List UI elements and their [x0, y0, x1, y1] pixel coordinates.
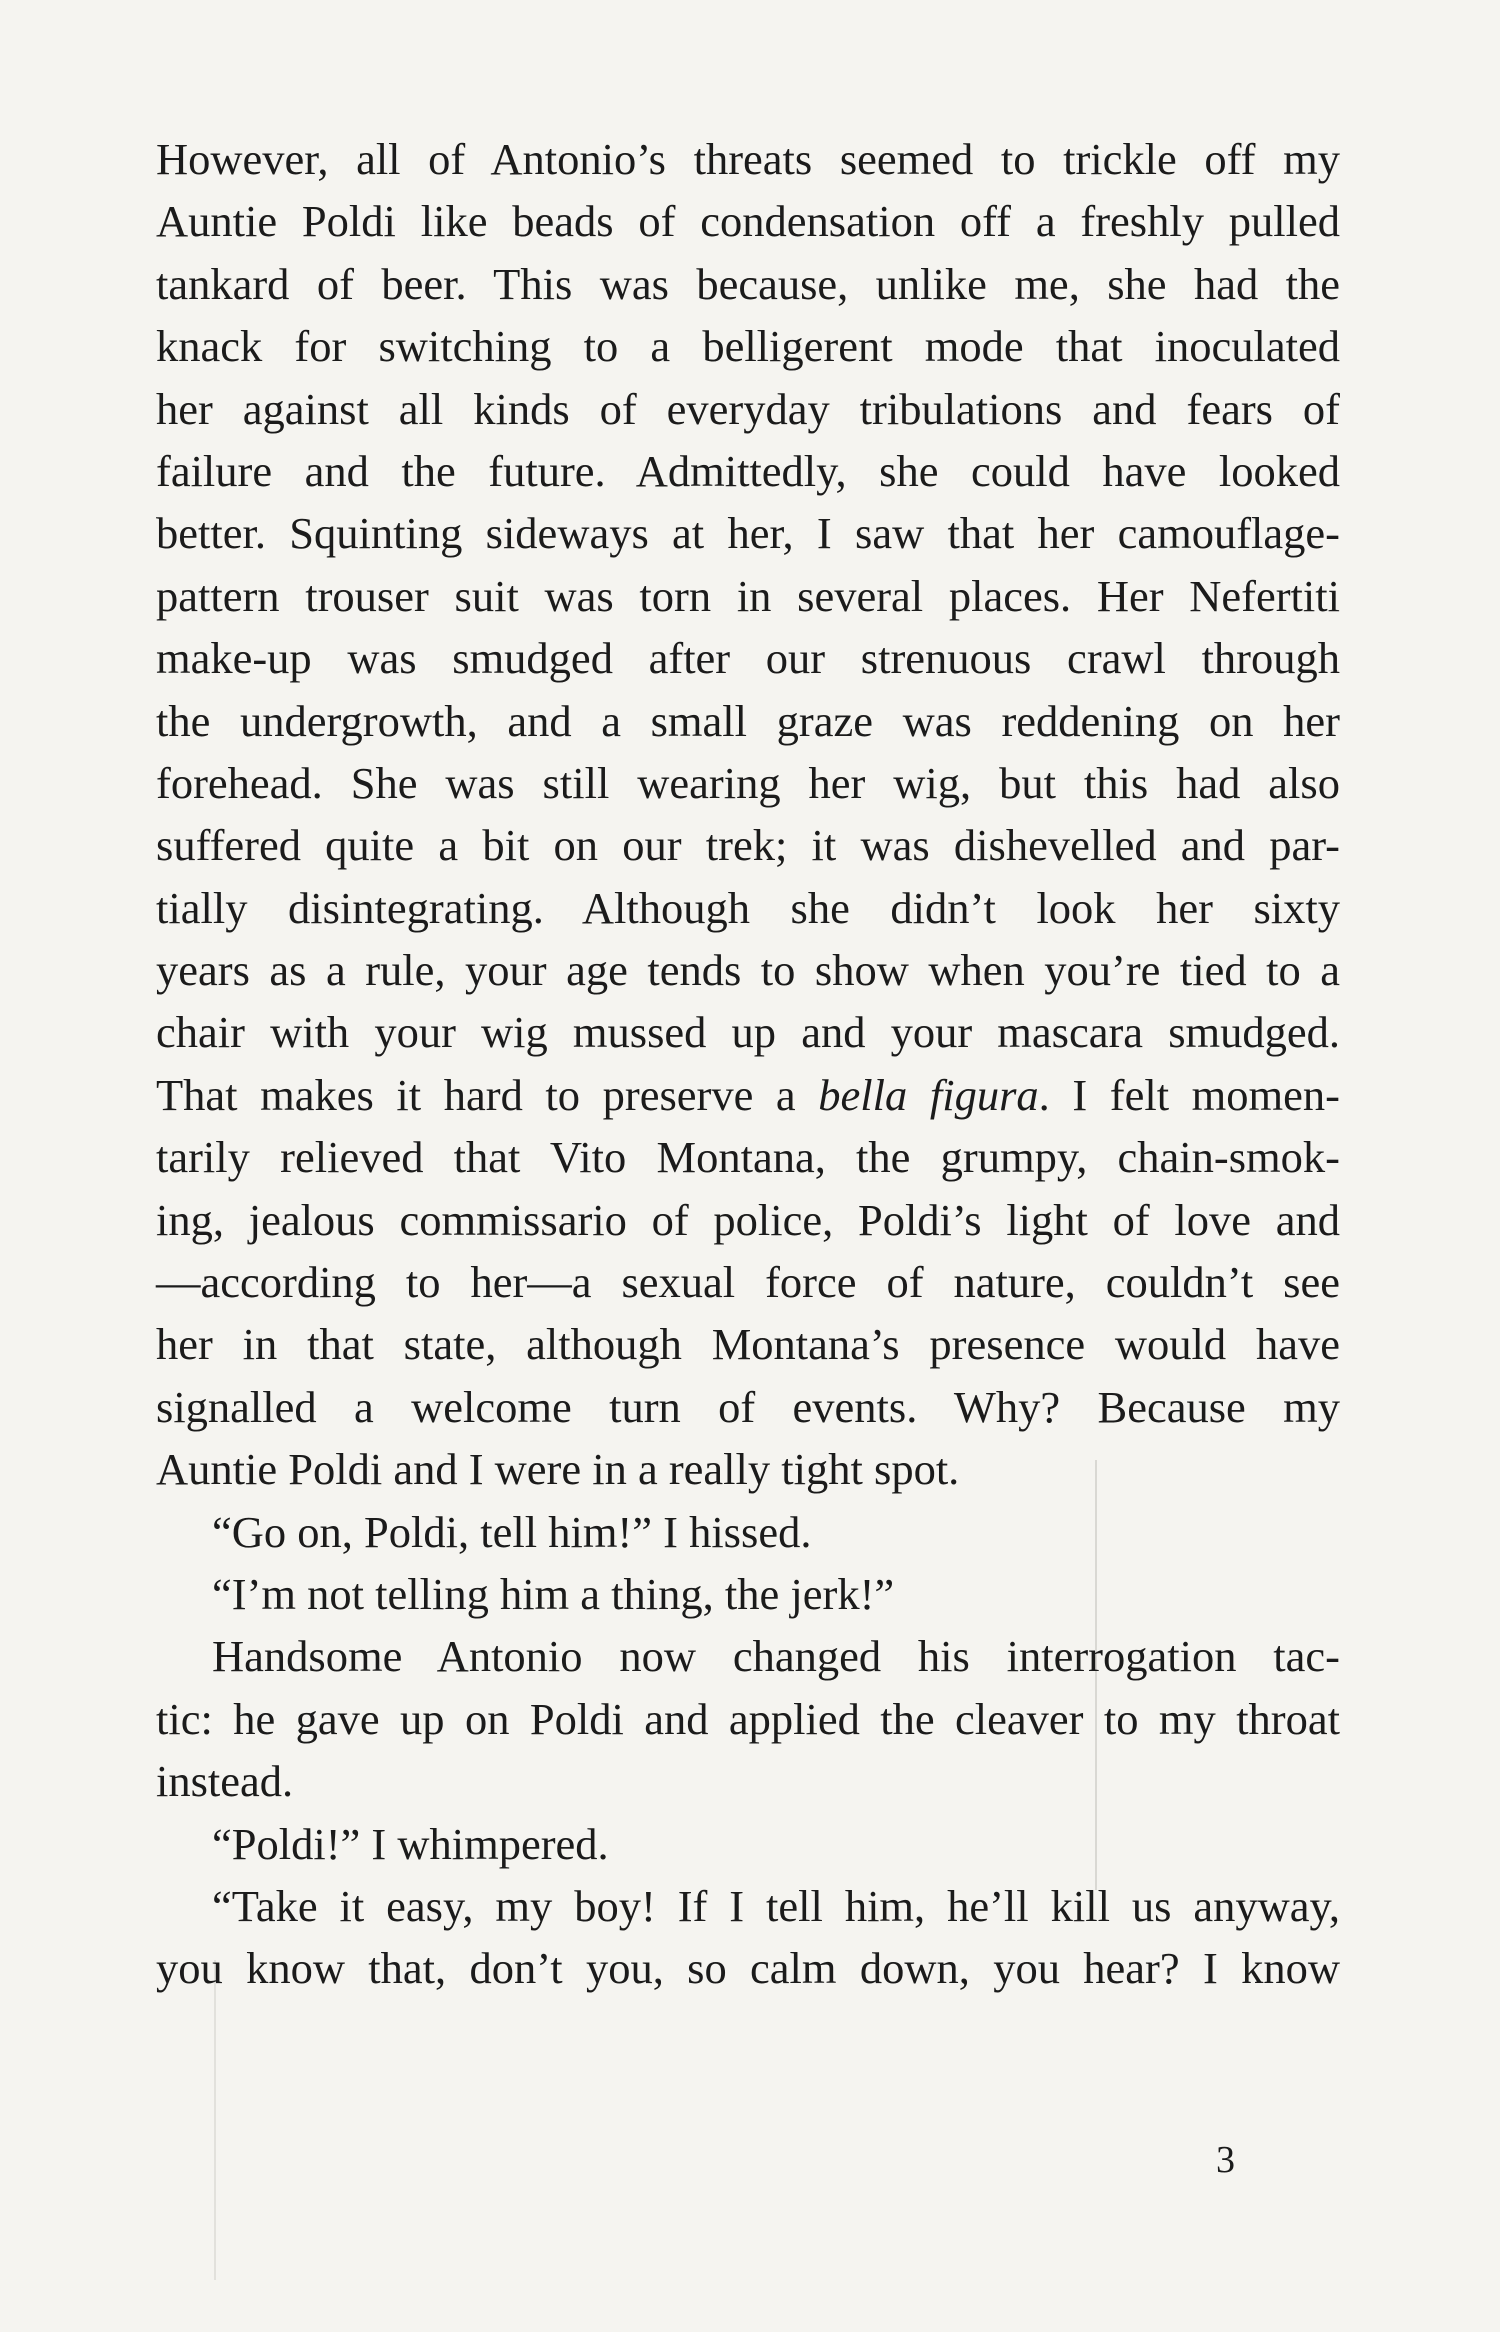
text-line: —according to her—a sexual force of nature, couldn’t see [156, 1257, 1340, 1308]
text-line: her against all kinds of everyday tribulations and fears of [156, 383, 1340, 434]
body-text [156, 128, 1340, 2000]
text-line-segment: That makes it hard to preserve a [156, 1069, 819, 1120]
text-line: failure and the future. Admittedly, she could have looked [156, 445, 1340, 496]
text-line: tially disintegrating. Although she didn’t look her sixty [156, 882, 1340, 933]
text-line: tarily relieved that Vito Montana, the grumpy, chain-smok- [156, 1132, 1340, 1183]
text-line: better. Squinting sideways at her, I saw that her camouflage- [156, 508, 1340, 559]
text-line: her in that state, although Montana’s presence would have [156, 1319, 1340, 1370]
text-line: you know that, don’t you, so calm down, you hear? I know [156, 1943, 1340, 1994]
text-line: tankard of beer. This was because, unlike me, she had the [156, 258, 1340, 309]
scan-crease-mark [214, 1960, 216, 2280]
text-line: knack for switching to a belligerent mode that inoculated [156, 321, 1340, 372]
text-line: Auntie Poldi like beads of condensation off a freshly pulled [156, 196, 1340, 247]
text-line: “Poldi!” I whimpered. [212, 1818, 609, 1869]
text-line: instead. [156, 1756, 294, 1807]
text-line: “Take it easy, my boy! If I tell him, he’ll kill us anyway, [212, 1880, 1340, 1931]
text-line: “I’m not telling him a thing, the jerk!” [212, 1568, 895, 1619]
text-line: tic: he gave up on Poldi and applied the cleaver to my throat [156, 1693, 1340, 1744]
text-line-segment: . I felt momen- [1038, 1069, 1340, 1120]
text-line: the undergrowth, and a small graze was reddening on her [156, 695, 1340, 746]
text-line: However, all of Antonio’s threats seemed to trickle off my [156, 134, 1340, 184]
text-line: ing, jealous commissario of police, Poldi’s light of love and [156, 1194, 1340, 1245]
italic-phrase: bella figura [818, 1069, 1039, 1120]
text-line: Auntie Poldi and I were in a really tight spot. [156, 1444, 960, 1495]
text-line: signalled a welcome turn of events. Why? Because my [156, 1381, 1340, 1432]
text-line: forehead. She was still wearing her wig, but this had also [156, 757, 1340, 808]
text-line: chair with your wig mussed up and your mascara smudged. [156, 1007, 1340, 1058]
text-line: suffered quite a bit on our trek; it was dishevelled and par- [156, 820, 1340, 871]
text-line: “Go on, Poldi, tell him!” I hissed. [212, 1506, 812, 1557]
text-line: years as a rule, your age tends to show when you’re tied to a [156, 945, 1340, 996]
text-line: pattern trouser suit was torn in several places. Her Nefertiti [156, 570, 1340, 621]
text-line [156, 1064, 1340, 1126]
page-number: 3 [1216, 2139, 1235, 2181]
text-line: Handsome Antonio now changed his interrogation tac- [212, 1631, 1340, 1682]
text-line: make-up was smudged after our strenuous crawl through [156, 633, 1340, 684]
